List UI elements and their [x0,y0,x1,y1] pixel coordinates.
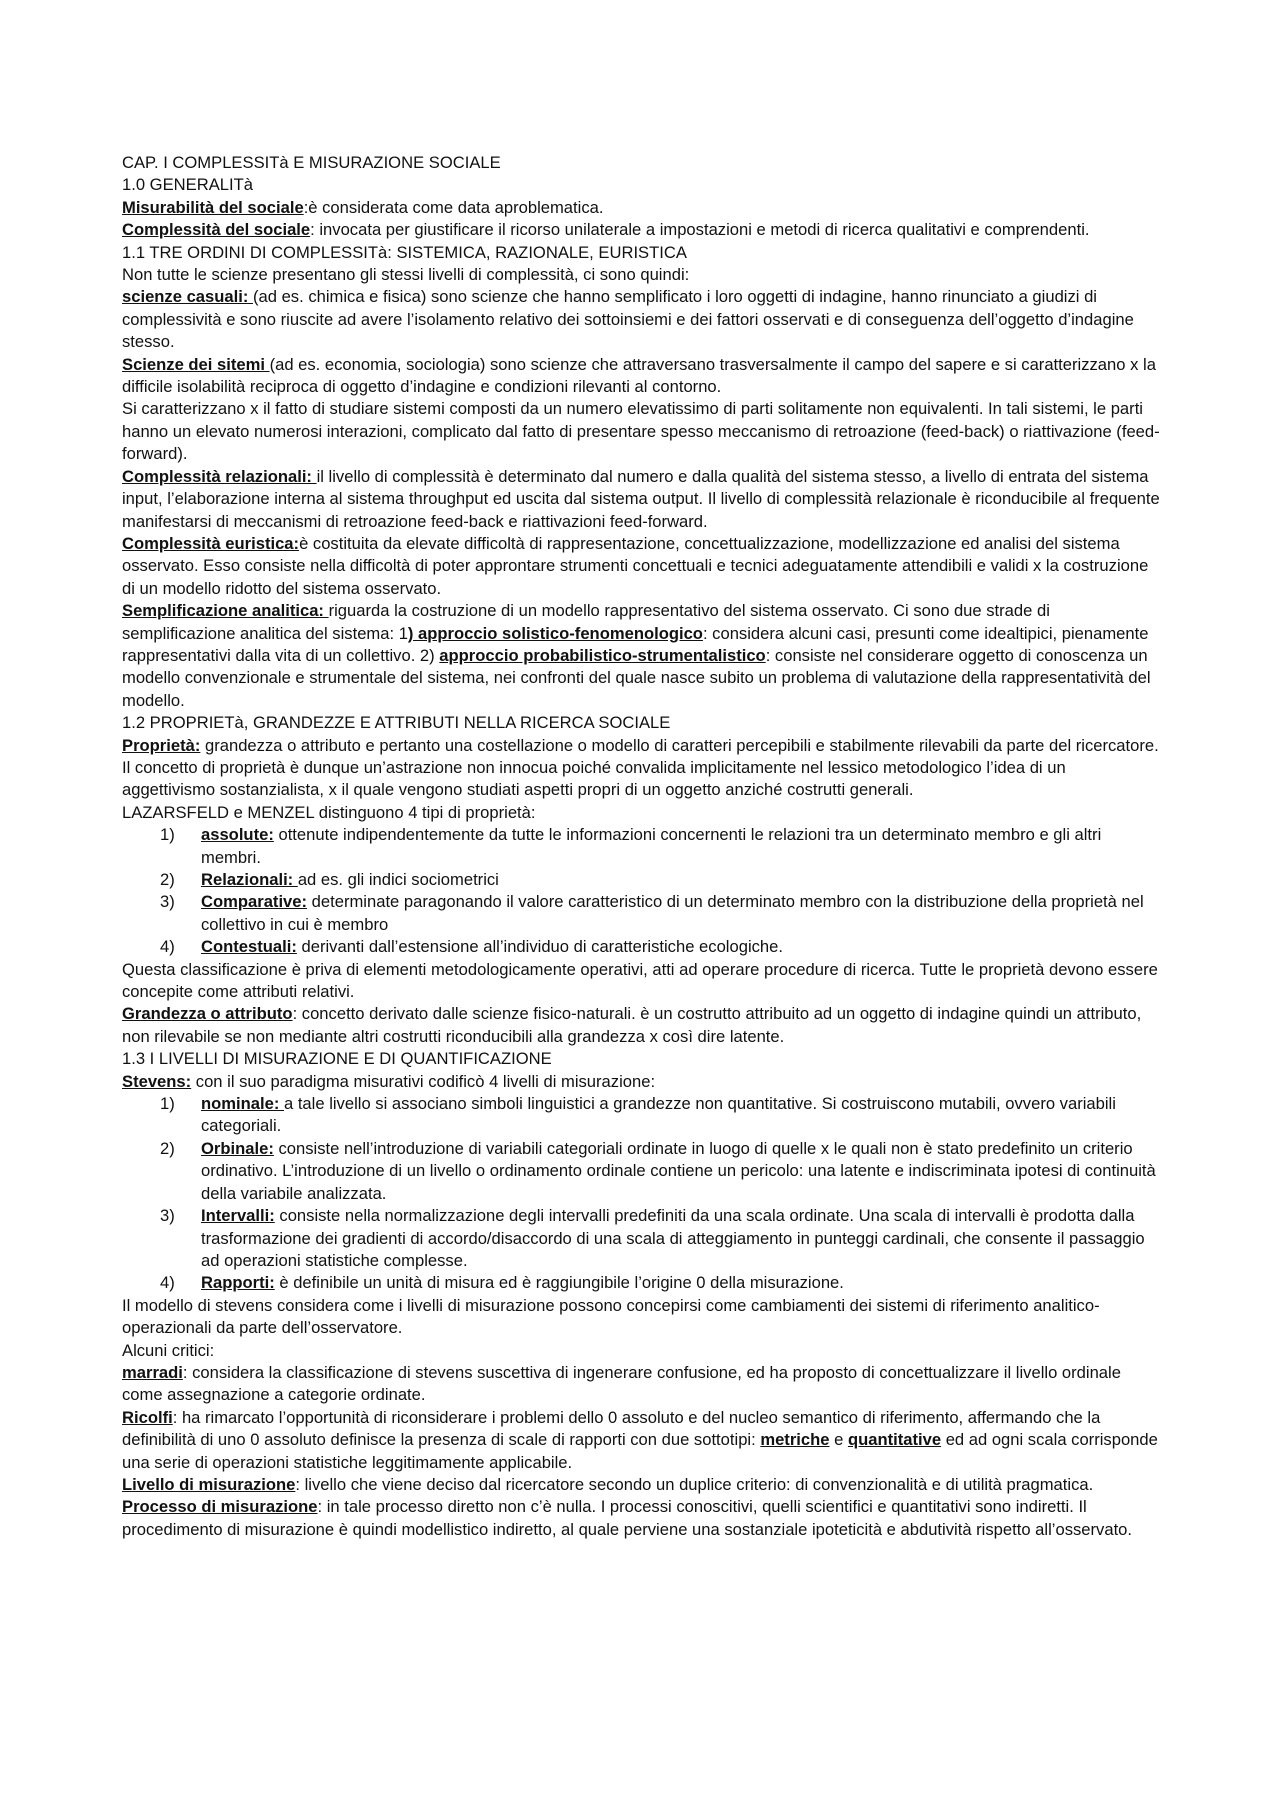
text: (ad es. chimica e fisica) sono scienze che hanno semplificato i loro oggetti di indagine, hanno rinunciato a giudizi di complessività e sono riuscite ad avere l’isolamento relativo dei sottoinsiemi e dei fattori osservati e di conseguenza dell’oggetto d’indagine stesso. [122,287,1134,352]
list-number: 2) [160,870,175,889]
list-number: 3) [160,892,175,912]
text: : considera la classificazione di stevens suscettiva di ingenerare confusione, ed ha proposto di concettualizzare il livello ordinale come assegnazione a categorie ordinate. [122,1362,1121,1405]
text: ad es. gli indici sociometrici [297,870,499,889]
term: Misurabilità del sociale [122,197,304,217]
text: consiste nell’introduzione di variabili categoriali ordinate in luogo di quelle x le quali non è stato predefinito un criterio ordinativo. L’introduzione di un livello o ordinamento ordinale contiene un pericolo: una latente e indiscriminata ipotesi di continuità della variabile analizzata. [201,1138,1156,1203]
term: ) approccio solistico-fenomenologico [407,623,703,643]
term: Relazionali: [201,870,298,889]
list-item [122,1272,1160,1294]
list-number: 4) [160,1273,175,1293]
text: derivanti dall’estensione all’individuo di caratteristiche ecologiche. [296,937,783,957]
text: : ha rimarcato l’opportunità di riconsiderare i problemi dello 0 assoluto e del nucleo semantico di riferimento, affermando che la definibilità di uno 0 assoluto definisce la presenza di scale di rapporti con due sottotipi: [122,1407,1101,1450]
text: a tale livello si associano simboli linguistici a grandezze non quantitative. Si costruiscono mutabili, ovvero variabili categoriali. [201,1094,1116,1136]
paragraph: Alcuni critici: [122,1340,215,1360]
properties-list [122,824,1160,958]
text: : in tale processo diretto non c’è nulla. I processi conoscitivi, quelli scientifici e quantitativi sono indiretti. Il procedimento di misurazione è quindi modellistico indiretto, al quale perviene una sostanziale ipoteticità e abdutività rispetto all’osservato. [122,1497,1133,1539]
term: Complessità relazionali: [122,466,317,486]
section-heading: 1.2 PROPRIETà, GRANDEZZE E ATTRIBUTI NELLA RICERCA SOCIALE [122,713,671,733]
term: marradi [122,1362,183,1382]
term: Stevens: [122,1071,192,1091]
paragraph [122,533,1160,600]
paragraph [122,219,1160,241]
term: quantitative [847,1430,942,1450]
list-item [122,869,1160,891]
paragraph: LAZARSFELD e MENZEL distinguono 4 tipi di proprietà: [122,802,536,822]
section-heading: 1.0 GENERALITà [122,175,253,195]
text: determinate paragonando il valore caratteristico di un determinato membro con la distribuzione della proprietà nel collettivo in cui è membro [201,892,1144,934]
text: e [829,1430,848,1450]
term: Processo di misurazione [122,1497,318,1517]
text: il livello di complessità è determinato dal numero e dalla qualità del sistema stesso, a livello di entrata del sistema input, l’elaborazione interna al sistema throughput ed uscita dal sistema output. Il livello di complessità relazionale è riconducibile al frequente manifestarsi di meccanismi di retroazione feed-back e riattivazioni feed-forward. [122,466,1160,531]
list-number: 1) [160,825,175,845]
term: approccio probabilistico-strumentalistico [439,645,766,665]
term: Contestuali: [201,937,297,957]
term: Comparative: [201,892,308,912]
list-item [122,1138,1160,1205]
term: Grandezza o attributo [122,1004,293,1024]
paragraph [122,1362,1160,1407]
text: : livello che viene deciso dal ricercatore secondo un duplice criterio: di convenzionalità e di utilità pragmatica. [295,1474,1094,1494]
text: : invocata per giustificare il ricorso unilaterale a impostazioni e metodi di ricerca qualitativi e comprendenti. [310,220,1090,240]
text: con il suo paradigma misurativi codificò 4 livelli di misurazione: [191,1071,656,1091]
text: : considera alcuni casi, presunti come idealtipici, pienamente rappresentativi dalla vita di un collettivo. 2) [122,623,1149,665]
text: : concetto derivato dalle scienze fisico-naturali. è un costrutto attribuito ad un oggetto di indagine quindi un attributo, non rilevabile se non mediante altri costrutti riconducibili alla grandezza x così dire latente. [122,1004,1142,1046]
paragraph [122,1003,1160,1048]
text: : consiste nel considerare oggetto di conoscenza un modello convenzionale e strumentale del sistema, nei confronti del quale nasce subito un problema di valutazione della rappresentatività del modello. [122,645,1151,710]
text: consiste nella normalizzazione degli intervalli predefiniti da una scala ordinate. Una scala di intervalli è prodotta dalla trasformazione dei gradienti di accordo/disaccordo di una scala di atteggiamento in punteggi cardinali, che consente il passaggio ad operazioni statistiche complesse. [201,1206,1145,1270]
paragraph [122,600,1160,712]
paragraph [122,1407,1160,1474]
term: Rapporti: [201,1273,275,1293]
term: Proprietà: [122,735,201,755]
list-item [122,936,1160,958]
text: (ad es. economia, sociologia) sono scienze che attraversano trasversalmente il campo del sapere e si caratterizzano x la difficile isolabilità reciproca di oggetto d’indagine e condizioni rilevanti al contorno. [122,354,1156,397]
term: assolute: [201,825,274,845]
document-page [122,152,1160,1541]
paragraph: Il modello di stevens considera come i livelli di misurazione possono concepirsi come cambiamenti dei sistemi di riferimento analitico-operazionali da parte dell’osservatore. [122,1295,1100,1338]
list-item [122,824,1160,869]
text: grandezza o attributo e pertanto una costellazione o modello di caratteri percepibili e stabilmente rilevabili da parte del ricercatore. Il concetto di proprietà è dunque un’astrazione non innocua poiché convalida implicitamente nel lessico metodologico l’idea di un aggettivismo sostanzialista, x il quale vengono studiati aspetti propri di un oggetto anziché costrutti generali. [122,735,1159,800]
term: Semplificazione analitica: [122,601,329,621]
paragraph [122,1496,1160,1541]
paragraph [122,466,1160,533]
list-number: 4) [160,937,175,957]
paragraph [122,197,1160,219]
term: Scienze dei sitemi [122,354,270,374]
term: metriche [760,1430,830,1450]
term: Orbinale: [201,1138,274,1158]
term: Intervalli: [201,1206,275,1226]
text: :è considerata come data aproblematica. [303,197,604,217]
term: scienze casuali: [122,287,253,307]
text: è definibile un unità di misura ed è raggiungibile l’origine 0 della misurazione. [274,1273,844,1293]
term: Complessità euristica: [122,533,300,553]
levels-list [122,1093,1160,1295]
text: riguarda la costruzione di un modello rappresentativo del sistema osservato. Ci sono due strade di semplificazione analitica del sistema: 1 [122,601,1050,643]
term: Livello di misurazione [122,1474,296,1494]
paragraph: Questa classificazione è priva di elementi metodologicamente operativi, atti ad operare procedure di ricerca. Tutte le proprietà devono essere concepite come attributi relativi. [122,959,1158,1002]
term: nominale: [201,1094,284,1114]
paragraph [122,354,1160,399]
paragraph [122,1474,1160,1496]
text: ed ad ogni scala corrisponde una serie di operazioni statistiche leggitimamente applicabile. [122,1430,1158,1472]
paragraph: Non tutte le scienze presentano gli stessi livelli di complessità, ci sono quindi: [122,265,690,285]
section-heading: 1.1 TRE ORDINI DI COMPLESSITà: SISTEMICA, RAZIONALE, EURISTICA [122,242,687,262]
text: è costituita da elevate difficoltà di rappresentazione, concettualizzazione, modellizzazione ed analisi del sistema osservato. Esso consiste nella difficoltà di poter approntare strumenti concettuali e tecnici adeguatamente attendibili e validi x la costruzione di un modello ridotto del sistema osservato. [122,533,1149,598]
paragraph: Si caratterizzano x il fatto di studiare sistemi composti da un numero elevatissimo di parti solitamente non equivalenti. In tali sistemi, le parti hanno un elevato numerosi interazioni, complicato dal fatto di presentare spesso meccanismo di retroazione (feed-back) o riattivazione (feed-forward). [122,399,1160,464]
text: ottenute indipendentemente da tutte le informazioni concernenti le relazioni tra un determinato membro e gli altri membri. [201,825,1102,867]
term: Ricolfi [122,1407,173,1427]
paragraph [122,735,1160,802]
list-number: 3) [160,1206,175,1226]
section-heading: 1.3 I LIVELLI DI MISURAZIONE E DI QUANTIFICAZIONE [122,1049,552,1069]
list-item [122,1205,1160,1272]
paragraph [122,286,1160,353]
list-item [122,1093,1160,1138]
list-item [122,891,1160,936]
list-number: 2) [160,1138,175,1158]
paragraph [122,1071,1160,1093]
list-number: 1) [160,1094,175,1114]
term: Complessità del sociale [122,220,311,240]
chapter-title: CAP. I COMPLESSITà E MISURAZIONE SOCIALE [122,153,501,172]
